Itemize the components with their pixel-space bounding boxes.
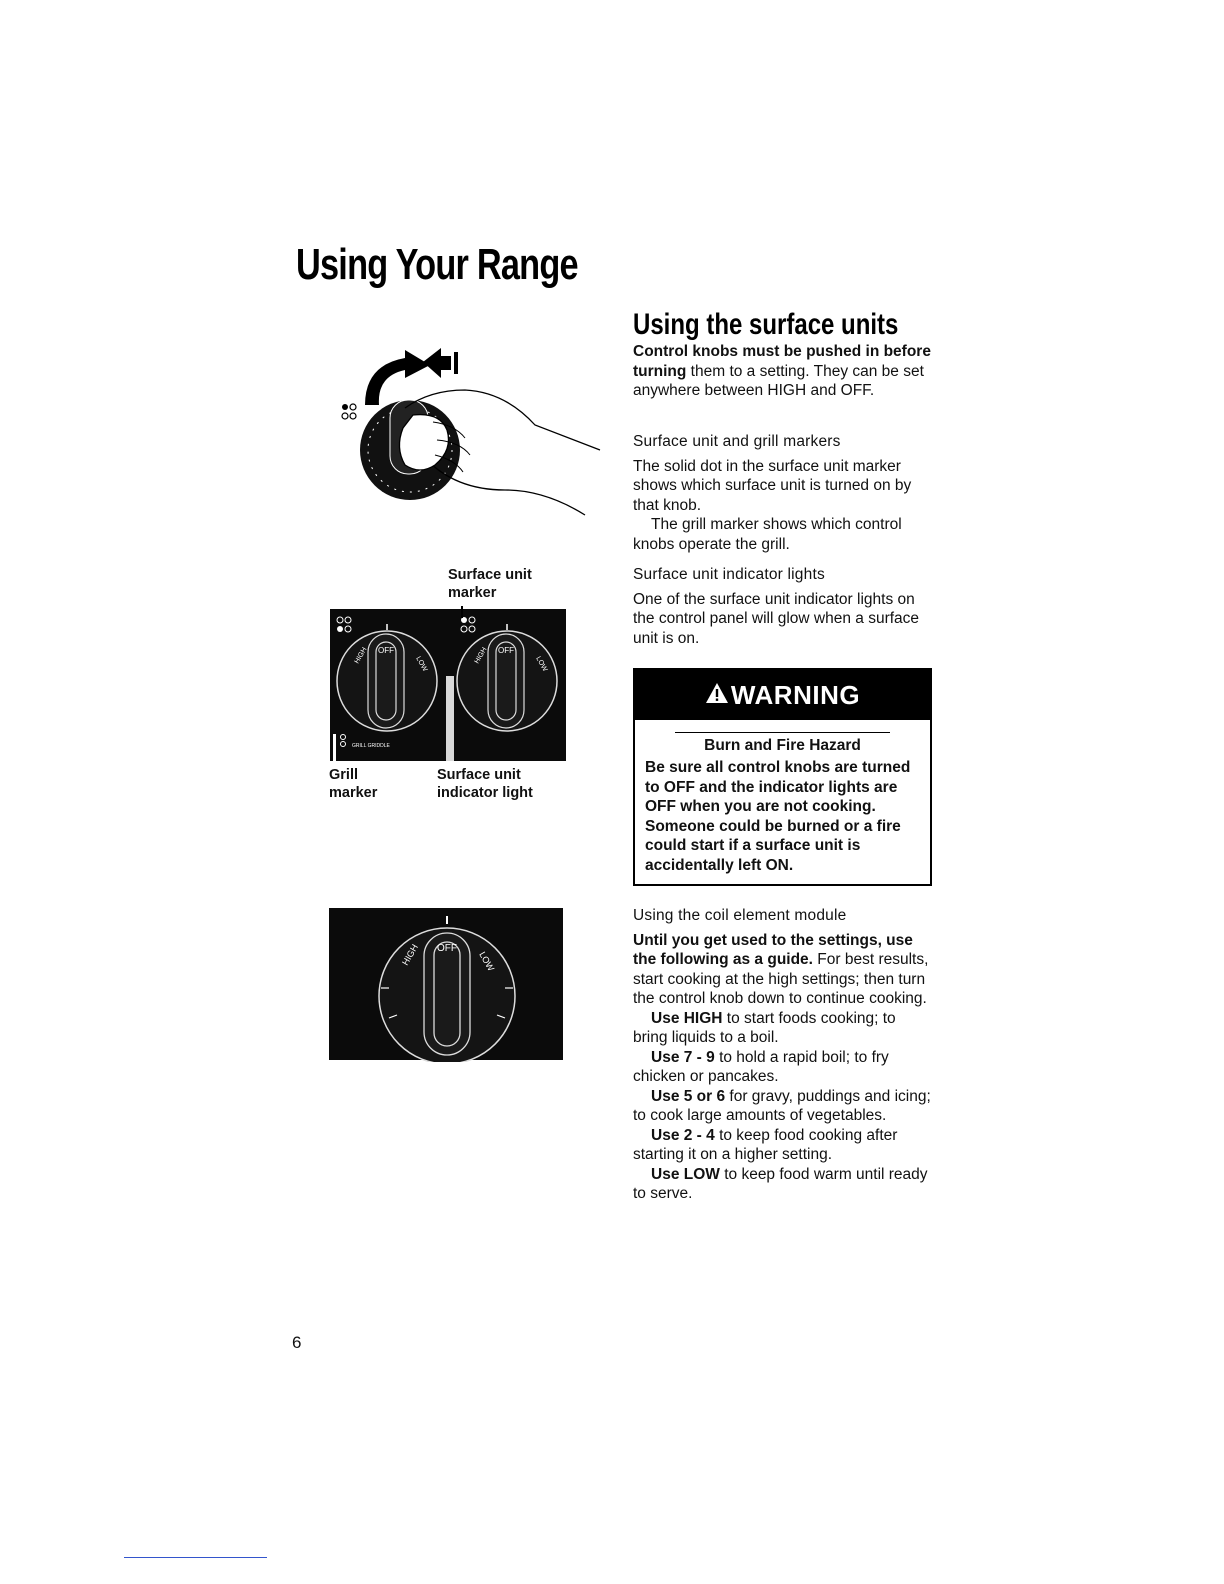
indicator-section xyxy=(633,565,933,648)
grill-griddle-text: GRILL GRIDDLE xyxy=(352,743,390,749)
intro-rest: them to a setting. They can be set anywhere between HIGH and OFF. xyxy=(633,362,924,399)
grill-marker-label: Grill marker xyxy=(329,767,378,801)
indicator-heading: Surface unit indicator lights xyxy=(633,566,825,583)
coil-lead: Until you get used to the settings, use the following as a guide. xyxy=(633,931,913,968)
coil-item: Use LOW to keep food warm until ready to serve. xyxy=(633,1165,928,1202)
warning-title: WARNING xyxy=(730,679,861,710)
svg-text:LOW: LOW xyxy=(477,950,497,973)
svg-text:OFF: OFF xyxy=(498,646,514,655)
page-title: Using Your Range xyxy=(296,240,578,289)
coil-heading: Using the coil element module xyxy=(633,907,847,924)
warning-box xyxy=(633,668,932,886)
svg-text:HIGH: HIGH xyxy=(353,646,369,665)
indicator-light-label: Surface unit indicator light xyxy=(437,767,533,801)
svg-text:LOW: LOW xyxy=(534,655,549,673)
coil-item: Use 7 - 9 to hold a rapid boil; to fry chicken or pancakes. xyxy=(633,1048,889,1085)
svg-text:OFF: OFF xyxy=(437,943,457,954)
single-knob-illustration xyxy=(329,908,565,1062)
indicator-light xyxy=(446,676,454,761)
footer-rule xyxy=(124,1557,267,1558)
svg-text:HIGH: HIGH xyxy=(400,942,420,967)
markers-paragraph-2: The grill marker shows which control knobs operate the grill. xyxy=(633,516,902,553)
page-number: 6 xyxy=(292,1333,302,1352)
coil-item: Use HIGH to start foods cooking; to bring liquids to a boil. xyxy=(633,1009,896,1046)
warning-triangle-icon xyxy=(705,680,729,711)
intro-lead: Control knobs must be pushed in before turning xyxy=(633,343,931,380)
markers-paragraph-1: The solid dot in the surface unit marker shows which surface unit is turned on by that knob. xyxy=(633,457,912,514)
coil-item: Use 2 - 4 to keep food cooking after starting it on a higher setting. xyxy=(633,1126,898,1163)
warning-bar xyxy=(635,670,930,720)
coil-item: Use 5 or 6 for gravy, puddings and icing; to cook large amounts of vegetables. xyxy=(633,1087,931,1124)
svg-text:OFF: OFF xyxy=(378,646,394,655)
warning-body: Be sure all control knobs are turned to OFF and the indicator lights are OFF when you are not cooking. Someone could be burned or a fire could start if a surface unit is accidentally left ON. xyxy=(645,759,911,874)
coil-lead-rest: For best results, start cooking at the high settings; then turn the control knob down to continue cooking. xyxy=(633,951,929,1007)
hand-pushing-knob-illustration xyxy=(335,330,605,520)
svg-text:LOW: LOW xyxy=(414,655,429,673)
two-knob-panel-illustration xyxy=(330,606,568,768)
markers-section xyxy=(633,432,933,554)
warning-hazard: Burn and Fire Hazard xyxy=(704,737,861,754)
svg-text:HIGH: HIGH xyxy=(473,646,489,665)
indicator-paragraph: One of the surface unit indicator lights on the control panel will glow when a surface unit is on. xyxy=(633,590,920,647)
surface-marker-label: Surface unit marker xyxy=(448,567,532,601)
markers-heading: Surface unit and grill markers xyxy=(633,433,841,450)
warning-rule xyxy=(675,732,890,733)
intro-paragraph xyxy=(633,342,933,401)
coil-section xyxy=(633,906,933,1204)
section-title: Using the surface units xyxy=(633,308,899,341)
